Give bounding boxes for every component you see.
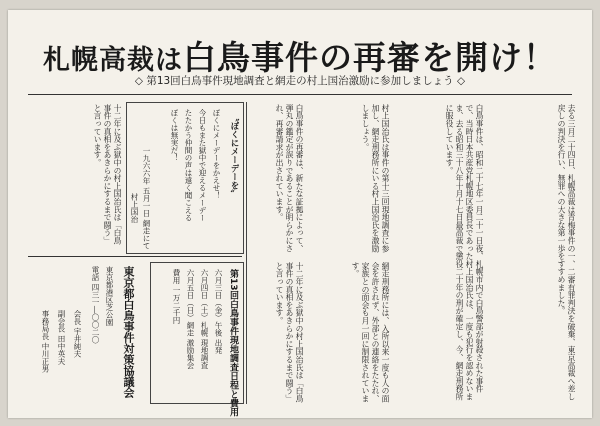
body-column-5: 白鳥事件の再審は、新たな証拠によって、弾丸の鑑定が誤りであることが明らかにされ、再審請求が出されています。 (275, 104, 304, 253)
body-column-1: 去る三月二十四日、札幌高裁は青梅事件の一、二審有罪判決を破棄、東京高裁へ差し戻しの判決を行い、無罪への大きな第一歩をすすめました。 (557, 104, 576, 401)
contact-phone: 電話 四三一―〇〇二〇 (91, 266, 100, 344)
schedule-item-1: 六月三日（金）午後 出発 (214, 269, 223, 354)
contact-person-2: 副会長 田中英夫 (57, 310, 66, 365)
contact-org: 東京都白鳥事件対策協議会 (122, 266, 135, 398)
schedule-item-3: 六月五日（日）網走 激励集会 (186, 269, 195, 369)
title-part2: 白鳥事件の再審を開け！ (183, 38, 557, 77)
schedule-item-4: 費用 一万二千円 (172, 269, 181, 324)
body-column-4: 網走刑務所には、入所以来一度も人の面会を許されず、外部との連絡をたたれ、家族との面会も月一回に制限されています。 (351, 262, 390, 403)
message-line-2: 今日もまた獄中で迎えるメーデー (198, 109, 207, 222)
contact-person-3: 事務局長 中川正男 (41, 310, 50, 373)
schedule-heading: 第13回白鳥事件現地調査日程と費用 (228, 269, 238, 417)
body-column-6: 十二年に及ぶ獄中の村上国治氏は「白鳥事件の真相をあきらかにするまで闘う」と言っています。 (275, 262, 304, 403)
message-line-1: ぼくにメーデーをかえせ！ (212, 109, 221, 199)
schedule-item-2: 六月四日（土）札幌 現地調査 (200, 269, 209, 369)
left-column: 十二年に及ぶ獄中の村上国治氏は「白鳥事件の真相をあきらかにするまで闘う」と言っています。 (93, 104, 122, 245)
message-line-4: ぼくは無実だ！ (170, 109, 179, 162)
message-box (126, 102, 244, 254)
body-column-2: 白鳥事件は、昭和二十七年一月二十一日夜、札幌市内で白鳥警部が射殺された事件で、当時日本共産党札幌地区委員長であった村上国治氏は、一度も犯行を認めないまま、去る昭和三十八年十月十七日最高裁で懲役二十年の刑が確定し、今、網走刑務所に服役しています。 (445, 104, 484, 401)
contact-person-1: 会長 宇井純夫 (73, 310, 82, 358)
message-line-3: たたかう仲間の声は遠く聞こえる (184, 109, 193, 222)
schedule-box (150, 262, 244, 417)
body-column-3: 村上国治氏は事件の第十三回現地調査に参加し、網走刑務所にいる村上国治氏を激励しましょう。 (361, 104, 390, 253)
flyer-sheet (8, 10, 592, 418)
lower-divider (28, 256, 242, 257)
top-divider (28, 94, 572, 95)
column-divider (246, 102, 247, 404)
message-date: 一九六六年 五月一日 網走にて (142, 147, 151, 250)
message-author: 村上国治 (130, 193, 139, 223)
title-part1: 札幌高裁は (43, 45, 183, 76)
flyer-title (8, 32, 592, 79)
flyer-subtitle: ◇ 第13回白鳥事件現地調査と網走の村上国治激励に参加しましょう ◇ (134, 75, 466, 87)
message-heading: 〝ぼくにメーデーを〟 (229, 113, 239, 198)
contact-address: 東京都港区芝公園 (105, 266, 114, 326)
